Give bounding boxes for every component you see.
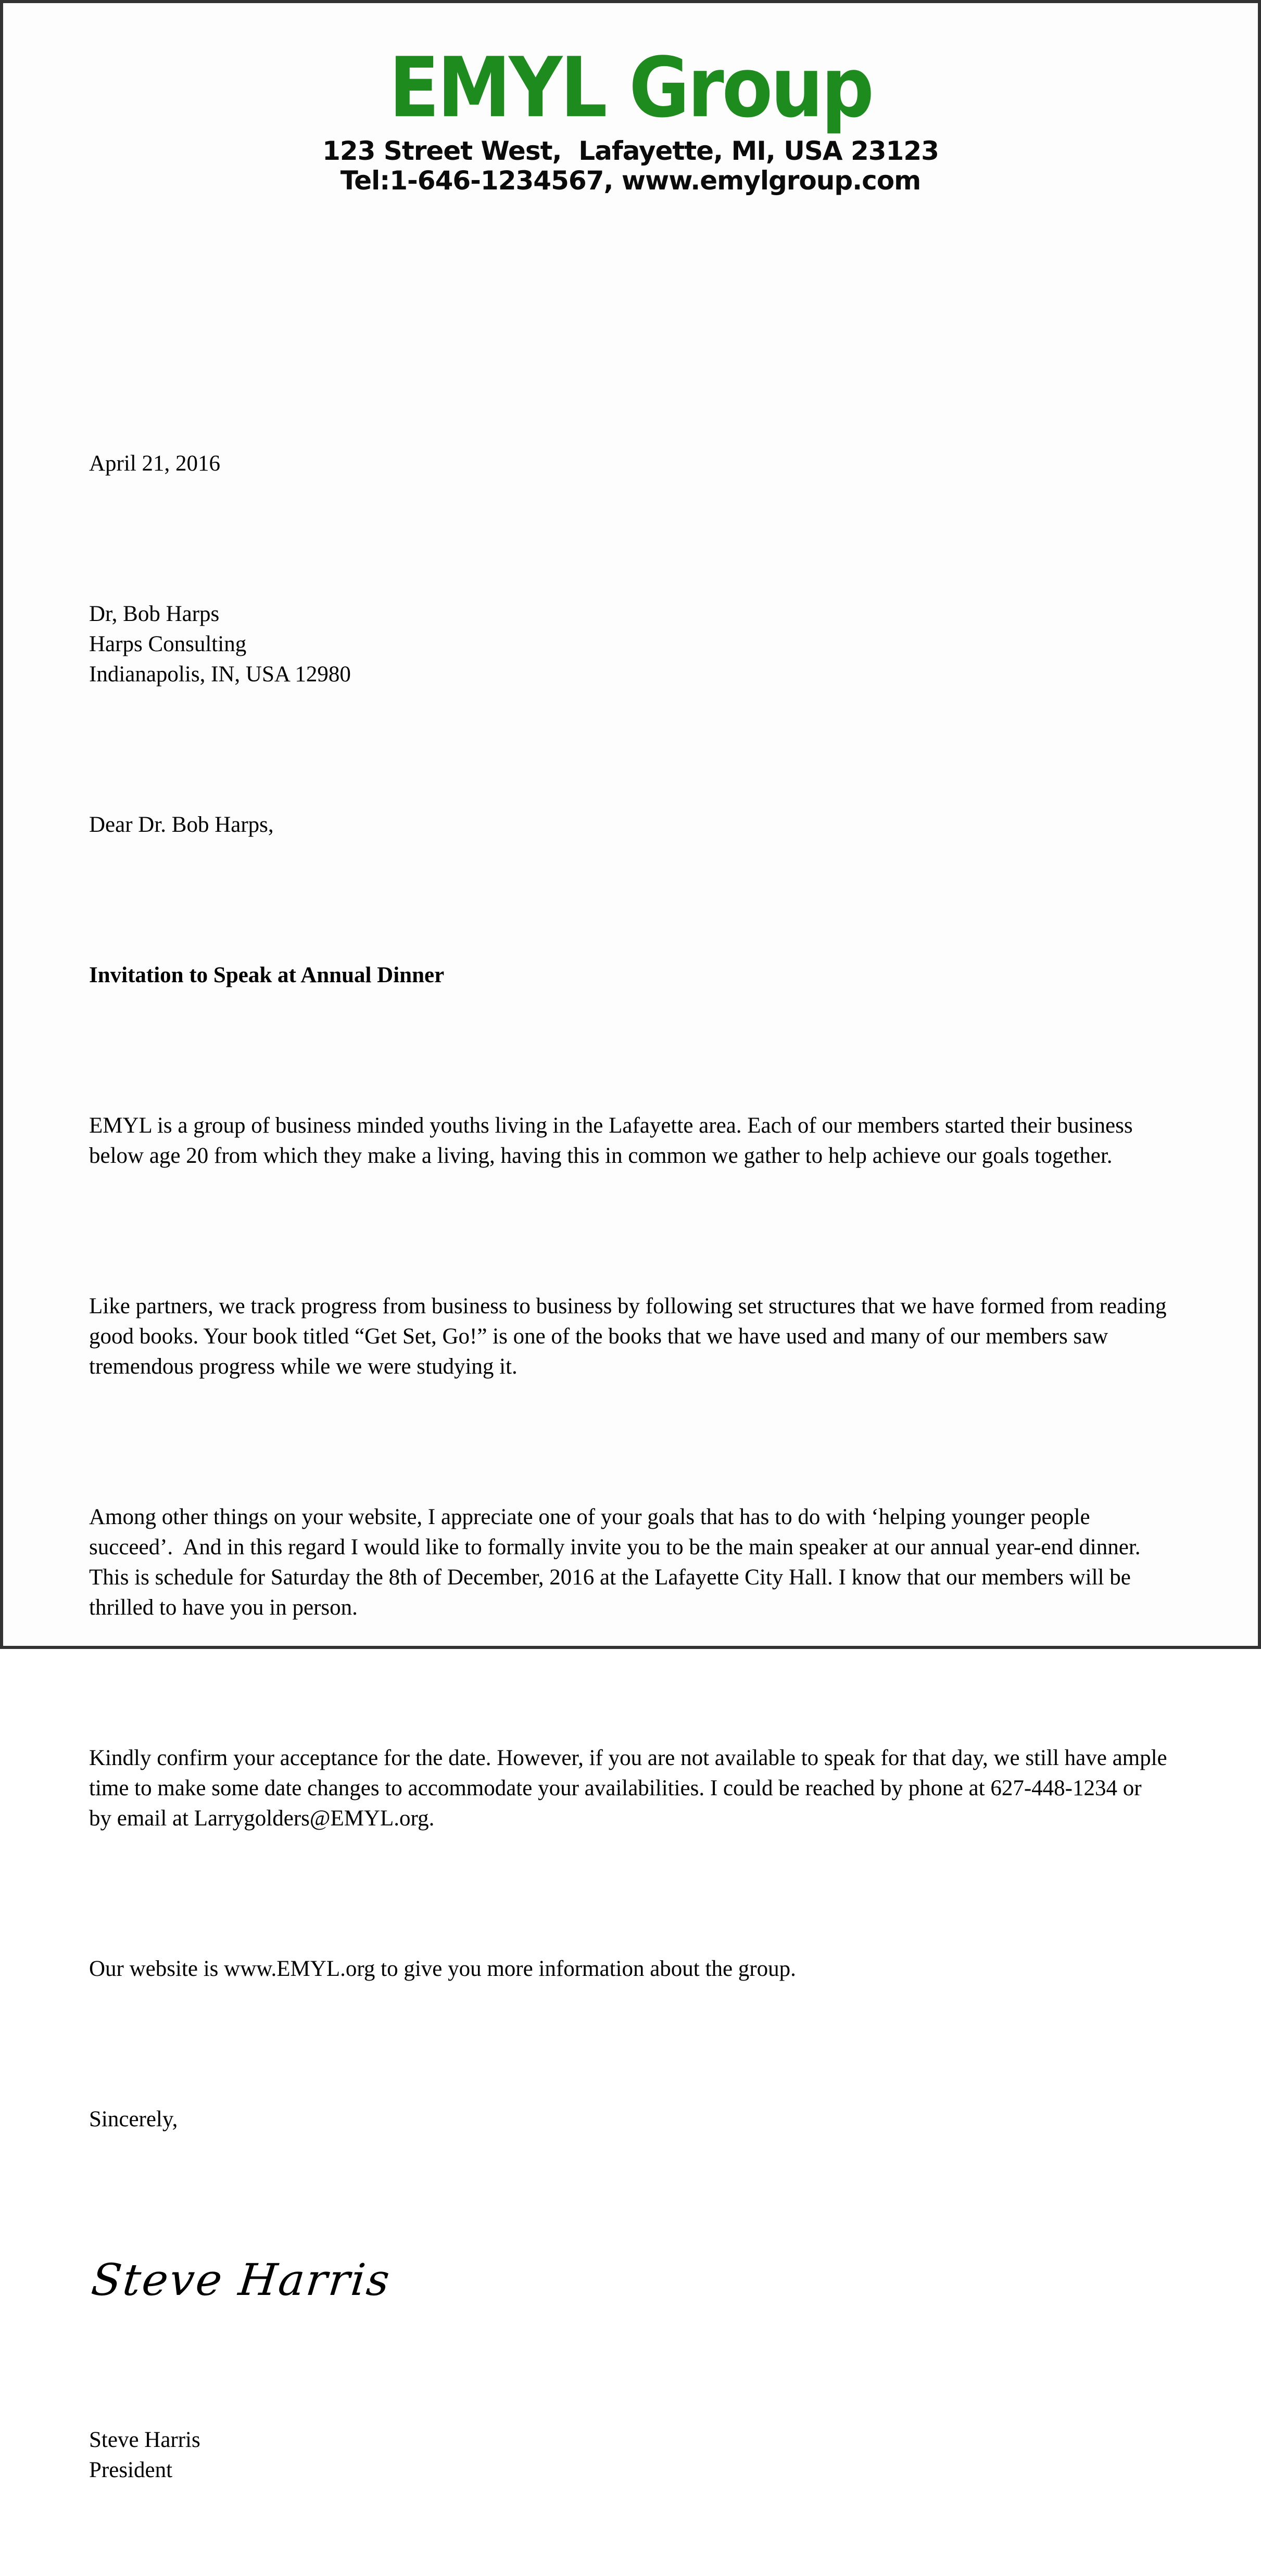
signer-name: Steve Harris	[89, 2428, 200, 2452]
company-name: EMYL Group	[389, 40, 872, 136]
signer-title: President	[89, 2458, 173, 2482]
letter-body	[89, 196, 1175, 2576]
paragraph-1: EMYL is a group of business minded youths living in the Lafayette area. Each of our members started their business below age 20 from which they make a living, having this in common we gather to help achieve our goals together.	[89, 1113, 1139, 1168]
letterhead	[3, 3, 1258, 196]
signature	[89, 2255, 1175, 2305]
signer-block	[89, 2425, 1175, 2485]
recipient-name: Dr, Bob Harps	[89, 602, 220, 626]
website-line: Our website is www.EMYL.org to give you more information about the group.	[89, 1957, 796, 1981]
subject-line: Invitation to Speak at Annual Dinner	[89, 963, 445, 987]
paragraph-2: Like partners, we track progress from business to business by following set structures that we have formed from reading good books. Your book titled “Get Set, Go!” is one of the books that we have used and many of our members saw tremendous progress while we were studying it.	[89, 1294, 1172, 1379]
letter-date: April 21, 2016	[89, 451, 221, 476]
recipient-company: Harps Consulting	[89, 632, 247, 656]
salutation: Dear Dr. Bob Harps,	[89, 813, 274, 837]
paragraph-3: Among other things on your website, I appreciate one of your goals that has to do with ‘helping younger people succeed’. And in this regard I would like to formally invite you to be the main speaker at our annual year-end dinner. This is schedule for Saturday the 8th of December, 2016 at the Lafayette City Hall. I know that our members will be thrilled to have you in person.	[89, 1505, 1146, 1620]
paragraph-4: Kindly confirm your acceptance for the date. However, if you are not available to speak for that day, we still have ample time to make some date changes to accommodate your availabilities. I could be reached by phone at 627-448-1234 or by email at Larrygolders@EMYL.org.	[89, 1746, 1173, 1831]
company-address: 123 Street West, Lafayette, MI, USA 23123	[322, 136, 939, 166]
recipient-address: Indianapolis, IN, USA 12980	[89, 662, 351, 687]
signature-script-text: Steve Harris	[89, 2254, 394, 2305]
recipient-block	[89, 599, 1175, 690]
company-contact: Tel:1-646-1234567, www.emylgroup.com	[340, 166, 921, 196]
closing: Sincerely,	[89, 2107, 178, 2131]
